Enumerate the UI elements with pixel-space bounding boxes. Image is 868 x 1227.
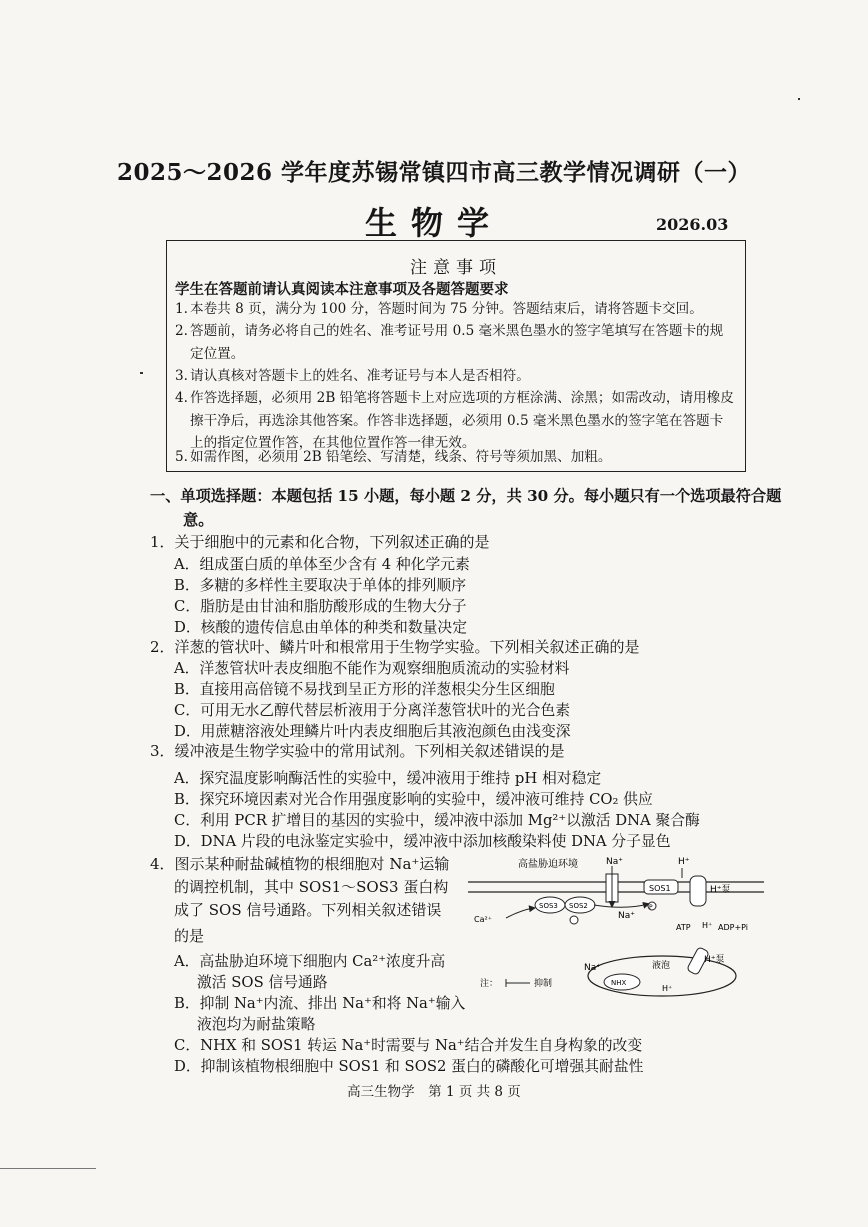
vacuole-label: 液泡 [652,961,671,971]
notice-item-number: 2. [175,323,188,339]
notice-box [166,240,746,472]
question-1-option-c: C．脂肪是由甘油和脂肪酸形成的生物大分子 [174,598,467,615]
notice-title: 注意事项 [410,258,502,278]
exam-date: 2026.03 [656,215,729,234]
subject-title: 生物学 [364,204,503,242]
question-4-option-a: A．高盐胁迫环境下细胞内 Ca²⁺浓度升高 [174,953,446,970]
question-3-stem: 3．缓冲液是生物学实验中的常用试剂。下列相关叙述错误的是 [150,742,565,760]
sos2-label: SOS2 [569,902,588,910]
adp-label: ADP+Pi [718,923,749,932]
question-4-option-b-cont: 液泡均为耐盐策略 [197,1016,316,1033]
notice-intro: 学生在答题前请认真阅读本注意事项及各题答题要求 [175,281,509,298]
h-vac-label: H⁺ [662,984,673,993]
question-4-stem-line: 成了 SOS 信号通路。下列相关叙述错误 [174,901,442,919]
h-mid-label: H⁺ [702,921,713,930]
question-1-option-b: B．多糖的多样性主要取决于单体的排列顺序 [174,577,467,594]
atp-label: ATP [676,923,691,932]
question-4-option-b: B．抑制 Na⁺内流、排出 Na⁺和将 Na⁺输入 [174,995,466,1012]
question-4-option-c: C．NHX 和 SOS1 转运 Na⁺时需要与 Na⁺结合并发生自身构象的改变 [174,1037,643,1054]
question-2-option-a: A．洋葱管状叶表皮细胞不能作为观察细胞质流动的实验材料 [174,660,570,677]
question-4-stem-line: 的调控机制，其中 SOS1～SOS3 蛋白构 [174,878,449,896]
na-vac-label: Na⁺ [584,963,601,973]
notice-item-text: 作答选择题，必须用 2B 铅笔将答题卡上对应选项的方框涂满、涂黑；如需改动，请用橡皮擦干净后，再选涂其他答案。作答非选择题，必须用 0.5 毫米黑色墨水的签字笔在答题卡上的指定位置作答，在其他位置作答一律无效。 [190,390,734,452]
legend-inhibit: 抑制 [534,979,553,989]
question-3-option-a: A．探究温度影响酶活性的实验中，缓冲液用于维持 pH 相对稳定 [174,770,602,787]
h-pump-1 [690,876,706,906]
sos3-label: SOS3 [539,902,558,910]
question-1-option-d: D．核酸的遗传信息由单体的种类和数量决定 [174,619,468,636]
sos2-to-sos1-arrow [594,904,648,907]
notice-item [175,446,735,469]
question-4-stem-line: 4．图示某种耐盐碱植物的根细胞对 Na⁺运输 [150,855,450,873]
env-label: 高盐胁迫环境 [518,859,578,870]
notice-item [175,365,735,388]
nhx-label: NHX [611,979,627,987]
legend-note: 注： [480,979,499,989]
scan-mark [140,372,143,374]
sos1-label: SOS1 [649,884,671,893]
ca-label: Ca²⁺ [474,915,492,924]
question-3-option-c: C．利用 PCR 扩增目的基因的实验中，缓冲液中添加 Mg²⁺以激活 DNA 聚合酶 [174,812,700,829]
scan-mark [0,1168,96,1169]
phospho-circle-2 [570,916,578,924]
scan-mark [798,98,800,100]
phospho-label: P [649,904,653,911]
question-2-stem: 2．洋葱的管状叶、鳞片叶和根常用于生物学实验。下列相关叙述正确的是 [150,638,640,656]
h-label: H⁺ [678,857,690,867]
notice-item-text: 如需作图，必须用 2B 铅笔绘、写清楚，线条、符号等须加黑、加粗。 [190,449,612,465]
question-2-option-c: C．可用无水乙醇代替层析液用于分离洋葱管状叶的光合色素 [174,702,571,719]
pump2-label: H⁺泵 [704,955,725,965]
question-1-stem: 1．关于细胞中的元素和化合物，下列叙述正确的是 [150,533,490,551]
sos-pathway-diagram [466,850,766,1000]
pump1-label: H⁺泵 [710,885,731,895]
notice-item-number: 3. [175,368,188,384]
na-efflux-label: Na⁺ [618,911,635,921]
question-1-option-a: A．组成蛋白质的单体至少含有 4 种化学元素 [174,556,470,573]
page-footer: 高三生物学 第 1 页 共 8 页 [347,1084,521,1100]
page-title: 2025～2026 学年度苏锡常镇四市高三教学情况调研（一） [116,159,752,186]
na-label: Na⁺ [606,857,623,867]
notice-item-text: 本卷共 8 页，满分为 100 分，答题时间为 75 分钟。答题结束后，请将答题卡交回。 [190,301,703,317]
question-4-option-a-cont: 激活 SOS 信号通路 [197,974,328,991]
question-2-option-d: D．用蔗糖溶液处理鳞片叶内表皮细胞后其液泡颜色由浅变深 [174,723,571,740]
notice-item [175,387,735,455]
question-3-option-d: D．DNA 片段的电泳鉴定实验中，缓冲液中添加核酸染料使 DNA 分子显色 [174,833,671,850]
notice-item-number: 1. [175,301,188,317]
question-3-option-b: B．探究环境因素对光合作用强度影响的实验中，缓冲液可维持 CO₂ 供应 [174,791,653,808]
notice-item-number: 5. [175,449,188,465]
question-2-option-b: B．直接用高倍镜不易找到呈正方形的洋葱根尖分生区细胞 [174,681,555,698]
notice-item-text: 请认真核对答题卡上的姓名、准考证号与本人是否相符。 [190,368,530,384]
section-heading [150,484,790,532]
question-4-stem-line: 的是 [174,927,205,945]
ca-arrow [506,908,534,918]
section-heading-text: 一、单项选择题：本题包括 15 小题，每小题 2 分，共 30 分。每小题只有一个选项最符合题意。 [150,487,782,529]
notice-item-number: 4. [175,390,188,406]
question-4-option-d: D．抑制该植物根细胞中 SOS1 和 SOS2 蛋白的磷酸化可增强其耐盐性 [174,1058,644,1075]
notice-item [175,320,735,365]
notice-item-text: 答题前，请务必将自己的姓名、准考证号用 0.5 毫米黑色墨水的签字笔填写在答题卡的规定位置。 [190,323,724,362]
notice-item [175,298,735,321]
